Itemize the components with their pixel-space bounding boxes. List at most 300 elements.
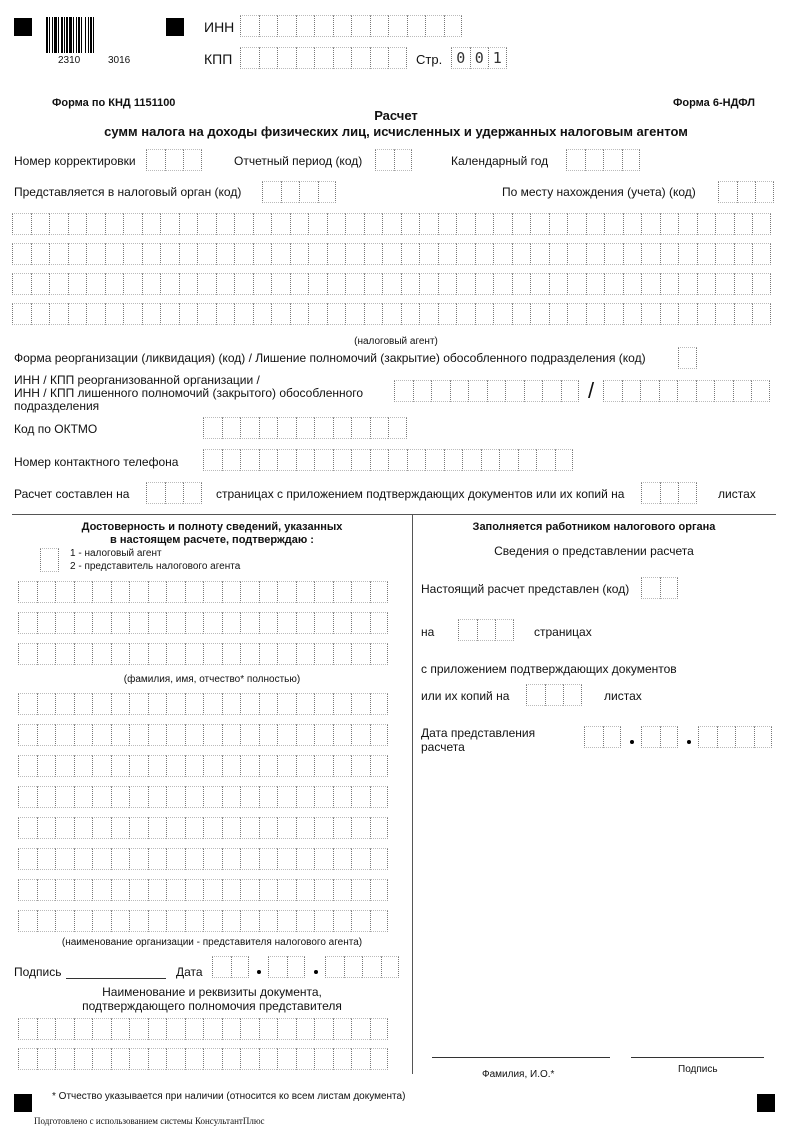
input-cell[interactable] (240, 581, 259, 603)
input-cell[interactable] (362, 956, 381, 978)
input-cell[interactable] (754, 726, 773, 748)
input-cell[interactable] (333, 879, 352, 901)
input-cell[interactable] (314, 910, 333, 932)
input-cell[interactable] (166, 786, 185, 808)
input-cell[interactable] (530, 243, 549, 265)
input-cell[interactable] (86, 303, 105, 325)
input-cell[interactable] (240, 910, 259, 932)
input-cell[interactable] (259, 1018, 278, 1040)
input-cell[interactable] (55, 817, 74, 839)
input-cell[interactable] (296, 786, 315, 808)
input-cell[interactable] (55, 693, 74, 715)
input-cell[interactable] (179, 273, 198, 295)
input-cell[interactable] (370, 910, 389, 932)
input-cell[interactable] (351, 643, 370, 665)
input-cell[interactable] (351, 612, 370, 634)
input-cell[interactable] (185, 693, 204, 715)
input-cell[interactable] (166, 755, 185, 777)
input-cell[interactable] (345, 213, 364, 235)
date-day-field[interactable] (212, 956, 249, 978)
input-cell[interactable] (74, 693, 93, 715)
input-cell[interactable] (185, 724, 204, 746)
input-cell[interactable] (148, 817, 167, 839)
input-cell[interactable] (55, 848, 74, 870)
input-cell[interactable] (586, 303, 605, 325)
input-cell[interactable] (277, 612, 296, 634)
org-row-7[interactable] (18, 879, 388, 901)
input-cell[interactable] (563, 684, 582, 706)
input-cell[interactable] (185, 755, 204, 777)
input-cell[interactable] (185, 786, 204, 808)
input-cell[interactable] (55, 643, 74, 665)
input-cell[interactable] (364, 303, 383, 325)
input-cell[interactable] (179, 243, 198, 265)
input-cell[interactable] (166, 581, 185, 603)
input-cell[interactable] (364, 213, 383, 235)
input-cell[interactable] (222, 612, 241, 634)
input-cell[interactable] (129, 1018, 148, 1040)
input-cell[interactable] (419, 213, 438, 235)
input-cell[interactable] (203, 1018, 222, 1040)
input-cell[interactable] (240, 612, 259, 634)
input-cell[interactable] (268, 956, 287, 978)
input-cell[interactable] (240, 724, 259, 746)
input-cell[interactable] (129, 724, 148, 746)
fio-row-1[interactable] (18, 581, 388, 603)
input-cell[interactable] (512, 273, 531, 295)
input-cell[interactable] (296, 910, 315, 932)
input-cell[interactable] (314, 848, 333, 870)
input-cell[interactable] (253, 273, 272, 295)
input-cell[interactable] (493, 303, 512, 325)
input-cell[interactable] (222, 581, 241, 603)
input-cell[interactable] (296, 1048, 315, 1070)
input-cell[interactable] (259, 417, 278, 439)
input-cell[interactable] (271, 213, 290, 235)
input-cell[interactable] (203, 848, 222, 870)
input-cell[interactable] (660, 482, 679, 504)
kpp-field[interactable] (240, 47, 407, 69)
input-cell[interactable] (388, 47, 407, 69)
pages-count-field[interactable] (146, 482, 202, 504)
input-cell[interactable] (549, 213, 568, 235)
input-cell[interactable] (240, 1048, 259, 1070)
input-cell[interactable] (259, 848, 278, 870)
input-cell[interactable] (240, 1018, 259, 1040)
input-cell[interactable] (382, 213, 401, 235)
input-cell[interactable] (231, 956, 250, 978)
input-cell[interactable] (185, 581, 204, 603)
input-cell[interactable] (327, 303, 346, 325)
input-cell[interactable] (240, 15, 259, 37)
input-cell[interactable] (456, 303, 475, 325)
input-cell[interactable] (296, 879, 315, 901)
input-cell[interactable] (49, 303, 68, 325)
officer-signature-line[interactable] (631, 1057, 764, 1058)
input-cell[interactable] (370, 786, 389, 808)
input-cell[interactable] (333, 1048, 352, 1070)
input-cell[interactable] (55, 724, 74, 746)
input-cell[interactable] (623, 243, 642, 265)
input-cell[interactable] (166, 910, 185, 932)
input-cell[interactable] (123, 243, 142, 265)
input-cell[interactable] (129, 581, 148, 603)
input-cell[interactable] (160, 273, 179, 295)
input-cell[interactable] (185, 848, 204, 870)
input-cell[interactable] (407, 449, 426, 471)
input-cell[interactable] (234, 273, 253, 295)
input-cell[interactable] (351, 879, 370, 901)
input-cell[interactable] (111, 817, 130, 839)
input-cell[interactable] (296, 1018, 315, 1040)
input-cell[interactable] (222, 879, 241, 901)
input-cell[interactable] (259, 1048, 278, 1070)
input-cell[interactable] (74, 1048, 93, 1070)
input-cell[interactable] (567, 273, 586, 295)
input-cell[interactable] (370, 879, 389, 901)
input-cell[interactable] (166, 817, 185, 839)
input-cell[interactable] (327, 243, 346, 265)
input-cell[interactable] (37, 581, 56, 603)
input-cell[interactable] (222, 724, 241, 746)
input-cell[interactable] (481, 449, 500, 471)
input-cell[interactable] (148, 879, 167, 901)
input-cell[interactable] (370, 417, 389, 439)
submission-year-field[interactable] (698, 726, 772, 748)
input-cell[interactable] (271, 243, 290, 265)
input-cell[interactable] (68, 213, 87, 235)
input-cell[interactable] (351, 449, 370, 471)
input-cell[interactable] (111, 581, 130, 603)
input-cell[interactable] (660, 303, 679, 325)
input-cell[interactable] (715, 213, 734, 235)
input-cell[interactable] (277, 786, 296, 808)
input-cell[interactable] (123, 273, 142, 295)
input-cell[interactable] (327, 273, 346, 295)
input-cell[interactable] (351, 1018, 370, 1040)
input-cell[interactable] (401, 243, 420, 265)
input-cell[interactable] (407, 15, 426, 37)
input-cell[interactable] (222, 693, 241, 715)
input-cell[interactable] (401, 273, 420, 295)
input-cell[interactable] (111, 724, 130, 746)
input-cell[interactable] (499, 449, 518, 471)
input-cell[interactable] (351, 786, 370, 808)
input-cell[interactable] (641, 243, 660, 265)
input-cell[interactable] (290, 243, 309, 265)
input-cell[interactable] (240, 47, 259, 69)
input-cell[interactable] (203, 910, 222, 932)
input-cell[interactable] (370, 612, 389, 634)
input-cell[interactable] (370, 15, 389, 37)
input-cell[interactable] (92, 910, 111, 932)
input-cell[interactable] (18, 879, 37, 901)
input-cell[interactable] (413, 380, 432, 402)
input-cell[interactable] (37, 643, 56, 665)
input-cell[interactable] (148, 755, 167, 777)
input-cell[interactable] (277, 693, 296, 715)
right-sheets-field[interactable] (526, 684, 582, 706)
input-cell[interactable] (148, 693, 167, 715)
input-cell[interactable] (142, 213, 161, 235)
input-cell[interactable] (438, 213, 457, 235)
input-cell[interactable] (314, 786, 333, 808)
input-cell[interactable] (185, 1018, 204, 1040)
input-cell[interactable] (314, 612, 333, 634)
input-cell[interactable] (185, 879, 204, 901)
input-cell[interactable] (530, 273, 549, 295)
input-cell[interactable] (55, 786, 74, 808)
input-cell[interactable] (542, 380, 561, 402)
input-cell[interactable] (660, 577, 679, 599)
input-cell[interactable] (92, 848, 111, 870)
input-cell[interactable] (622, 380, 641, 402)
input-cell[interactable] (203, 724, 222, 746)
input-cell[interactable] (222, 449, 241, 471)
input-cell[interactable] (240, 786, 259, 808)
input-cell[interactable] (468, 380, 487, 402)
input-cell[interactable] (216, 273, 235, 295)
input-cell[interactable] (641, 303, 660, 325)
input-cell[interactable] (333, 581, 352, 603)
input-cell[interactable] (314, 1018, 333, 1040)
input-cell[interactable] (290, 273, 309, 295)
input-cell[interactable] (18, 848, 37, 870)
input-cell[interactable] (718, 181, 737, 203)
submission-day-field[interactable] (584, 726, 621, 748)
input-cell[interactable] (55, 581, 74, 603)
input-cell[interactable] (111, 848, 130, 870)
input-cell[interactable] (240, 693, 259, 715)
input-cell[interactable] (536, 449, 555, 471)
input-cell[interactable] (148, 643, 167, 665)
input-cell[interactable] (203, 643, 222, 665)
input-cell[interactable] (333, 643, 352, 665)
input-cell[interactable] (86, 213, 105, 235)
input-cell[interactable] (86, 243, 105, 265)
input-cell[interactable] (314, 817, 333, 839)
input-cell[interactable] (203, 581, 222, 603)
input-cell[interactable] (92, 612, 111, 634)
input-cell[interactable] (493, 273, 512, 295)
doc-row-1[interactable] (18, 1018, 388, 1040)
input-cell[interactable] (333, 417, 352, 439)
input-cell[interactable] (752, 243, 771, 265)
input-cell[interactable] (344, 956, 363, 978)
input-cell[interactable] (148, 786, 167, 808)
correction-number-field[interactable] (146, 149, 202, 171)
input-cell[interactable] (586, 243, 605, 265)
input-cell[interactable] (74, 910, 93, 932)
input-cell[interactable] (49, 243, 68, 265)
input-cell[interactable] (318, 181, 337, 203)
input-cell[interactable] (129, 612, 148, 634)
input-cell[interactable] (641, 726, 660, 748)
input-cell[interactable] (148, 1018, 167, 1040)
calendar-year-field[interactable] (566, 149, 640, 171)
input-cell[interactable] (296, 449, 315, 471)
input-cell[interactable] (333, 449, 352, 471)
input-cell[interactable] (74, 786, 93, 808)
input-cell[interactable] (678, 347, 697, 369)
input-cell[interactable] (604, 213, 623, 235)
page-number-field[interactable] (451, 47, 507, 69)
input-cell[interactable] (185, 817, 204, 839)
input-cell[interactable] (111, 786, 130, 808)
input-cell[interactable] (222, 817, 241, 839)
input-cell[interactable] (495, 619, 514, 641)
input-cell[interactable] (74, 1018, 93, 1040)
input-cell[interactable] (641, 577, 660, 599)
input-cell[interactable] (351, 724, 370, 746)
input-cell[interactable] (475, 303, 494, 325)
input-cell[interactable] (333, 1018, 352, 1040)
input-cell[interactable] (18, 643, 37, 665)
input-cell[interactable] (493, 243, 512, 265)
input-cell[interactable] (370, 581, 389, 603)
input-cell[interactable] (333, 612, 352, 634)
input-cell[interactable] (296, 693, 315, 715)
input-cell[interactable] (641, 273, 660, 295)
input-cell[interactable] (549, 243, 568, 265)
input-cell[interactable] (314, 417, 333, 439)
input-cell[interactable] (74, 879, 93, 901)
input-cell[interactable] (419, 243, 438, 265)
input-cell[interactable] (111, 643, 130, 665)
input-cell[interactable] (737, 181, 756, 203)
input-cell[interactable] (37, 755, 56, 777)
input-cell[interactable] (388, 417, 407, 439)
input-cell[interactable] (401, 213, 420, 235)
input-cell[interactable] (678, 482, 697, 504)
input-cell[interactable] (370, 817, 389, 839)
input-cell[interactable] (438, 243, 457, 265)
input-cell[interactable] (660, 273, 679, 295)
input-cell[interactable] (475, 213, 494, 235)
input-cell[interactable] (197, 243, 216, 265)
input-cell[interactable] (296, 724, 315, 746)
input-cell[interactable] (142, 243, 161, 265)
input-cell[interactable] (68, 243, 87, 265)
input-cell[interactable] (545, 684, 564, 706)
input-cell[interactable] (166, 848, 185, 870)
input-cell[interactable] (438, 273, 457, 295)
input-cell[interactable] (518, 449, 537, 471)
input-cell[interactable] (603, 726, 622, 748)
input-cell[interactable] (12, 213, 31, 235)
input-cell[interactable] (296, 15, 315, 37)
input-cell[interactable] (751, 380, 770, 402)
input-cell[interactable] (277, 417, 296, 439)
submission-month-field[interactable] (641, 726, 678, 748)
input-cell[interactable] (49, 273, 68, 295)
officer-name-line[interactable] (432, 1057, 610, 1058)
input-cell[interactable] (123, 303, 142, 325)
input-cell[interactable] (92, 786, 111, 808)
input-cell[interactable] (148, 848, 167, 870)
input-cell[interactable] (641, 213, 660, 235)
input-cell[interactable] (74, 643, 93, 665)
signer-type-field[interactable] (40, 548, 59, 572)
input-cell[interactable] (314, 15, 333, 37)
input-cell[interactable] (222, 755, 241, 777)
input-cell[interactable] (160, 303, 179, 325)
input-cell[interactable] (259, 693, 278, 715)
input-cell[interactable] (197, 273, 216, 295)
input-cell[interactable] (31, 273, 50, 295)
input-cell[interactable] (394, 149, 413, 171)
input-cell[interactable] (259, 786, 278, 808)
input-cell[interactable] (586, 273, 605, 295)
input-cell[interactable] (262, 181, 281, 203)
input-cell[interactable] (271, 273, 290, 295)
input-cell[interactable] (549, 273, 568, 295)
input-cell[interactable] (524, 380, 543, 402)
input-cell[interactable] (696, 380, 715, 402)
input-cell[interactable] (677, 380, 696, 402)
input-cell[interactable] (678, 213, 697, 235)
input-cell[interactable] (240, 417, 259, 439)
input-cell[interactable] (271, 303, 290, 325)
input-cell[interactable] (259, 643, 278, 665)
input-cell[interactable] (203, 1048, 222, 1070)
fio-row-3[interactable] (18, 643, 388, 665)
input-cell[interactable] (296, 755, 315, 777)
input-cell[interactable] (314, 879, 333, 901)
input-cell[interactable] (216, 213, 235, 235)
input-cell[interactable] (240, 848, 259, 870)
input-cell[interactable] (752, 303, 771, 325)
input-cell[interactable] (74, 755, 93, 777)
input-cell[interactable] (419, 273, 438, 295)
input-cell[interactable] (401, 303, 420, 325)
input-cell[interactable] (123, 213, 142, 235)
input-cell[interactable] (351, 581, 370, 603)
input-cell[interactable] (12, 273, 31, 295)
input-cell[interactable] (179, 213, 198, 235)
input-cell[interactable] (351, 848, 370, 870)
input-cell[interactable] (370, 47, 389, 69)
input-cell[interactable] (604, 243, 623, 265)
input-cell[interactable] (382, 273, 401, 295)
input-cell[interactable] (526, 684, 545, 706)
date-year-field[interactable] (325, 956, 399, 978)
input-cell[interactable] (333, 693, 352, 715)
input-cell[interactable] (394, 380, 413, 402)
input-cell[interactable] (68, 303, 87, 325)
input-cell[interactable] (49, 213, 68, 235)
input-cell[interactable] (222, 848, 241, 870)
input-cell[interactable] (129, 643, 148, 665)
input-cell[interactable] (370, 643, 389, 665)
input-cell[interactable] (308, 273, 327, 295)
input-cell[interactable] (259, 15, 278, 37)
input-cell[interactable] (715, 273, 734, 295)
input-cell[interactable] (351, 1048, 370, 1070)
input-cell[interactable] (37, 1018, 56, 1040)
input-cell[interactable] (603, 380, 622, 402)
input-cell[interactable] (18, 693, 37, 715)
input-cell[interactable] (216, 303, 235, 325)
sheets-count-field[interactable] (641, 482, 697, 504)
input-cell[interactable] (259, 724, 278, 746)
input-cell[interactable] (55, 1048, 74, 1070)
input-cell[interactable] (475, 273, 494, 295)
input-cell[interactable] (183, 149, 202, 171)
input-cell[interactable] (222, 643, 241, 665)
input-cell[interactable] (431, 380, 450, 402)
input-cell[interactable] (37, 724, 56, 746)
